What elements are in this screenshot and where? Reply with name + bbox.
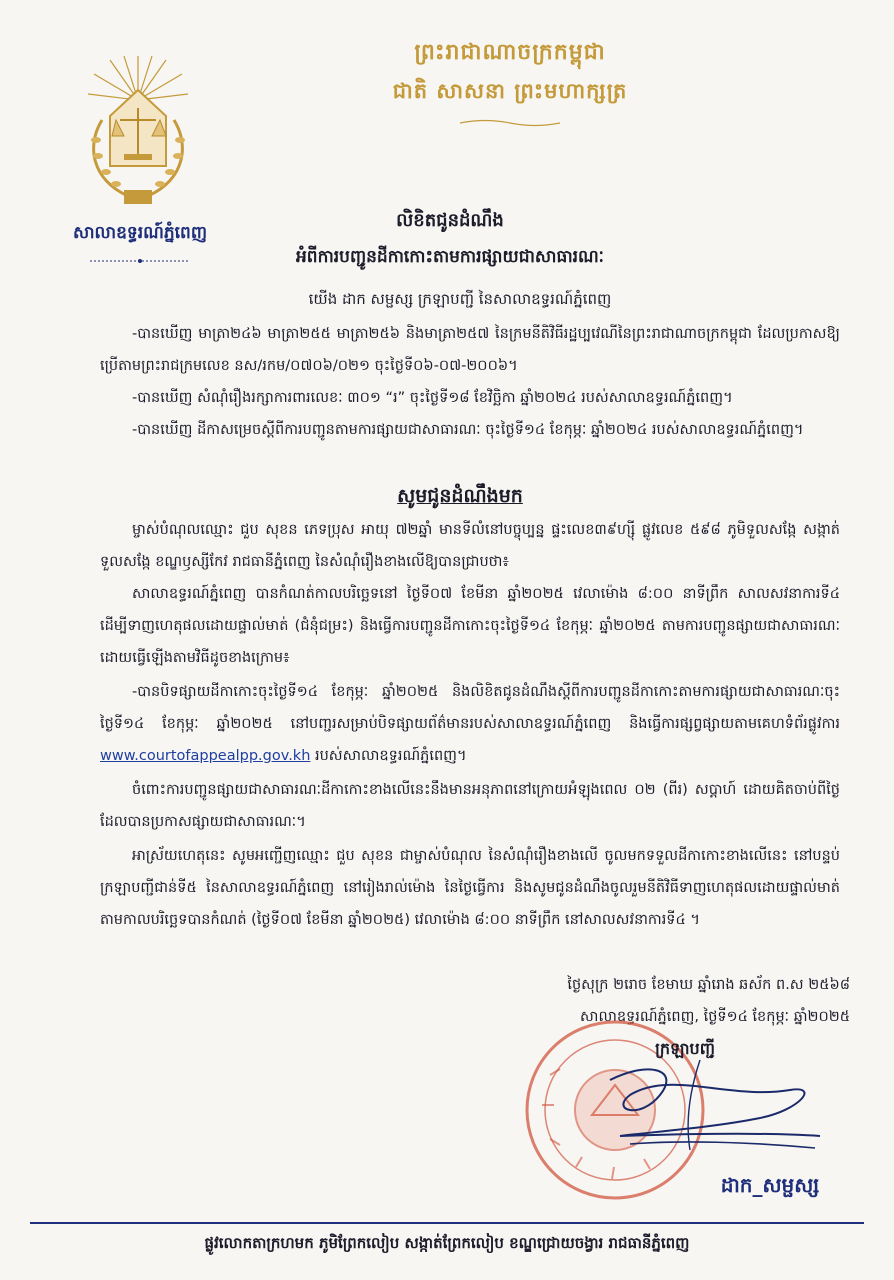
footer-address: ផ្លូវលោកតាក្រហមក ភូមិព្រែកលៀប សង្កាត់ព្រែកលៀប ខណ្ឌជ្រោយចង្វារ រាជធានីភ្នំពេញ [204, 1234, 690, 1252]
lunar-date: ថ្ងៃសុក្រ ២រោច ខែមាឃ ឆ្នាំរោង ឆស័ក ព.ស ២៥៦៨ [567, 977, 850, 993]
handwritten-signature-icon [590, 1040, 830, 1170]
signer-title: ក្រឡាបញ្ជី [655, 1039, 715, 1058]
consideration-3: -បានឃើញ ដីកាសម្រេចស្តីពីការបញ្ជូនតាមការផ្សាយជាសាធារណៈ ចុះថ្ងៃទី១៤ ខែកុម្ភៈ ឆ្នាំ២០២៤ របស់សាលាឧទ្ធរណ៍ភ្នំពេញ។ [132, 422, 804, 438]
document-title: លិខិតជូនដំណឹង [396, 210, 504, 231]
court-emblem-icon [80, 50, 196, 210]
body-paragraph-3: ចំពោះការបញ្ជូនផ្សាយជាសាធារណៈដីកាកោះខាងលើនេះនឹងមានអនុភាពនៅក្រោយអំឡុងពេល ០២ (ពីរ) សប្តាហ៍ ដោយគិតចាប់ពីថ្ងៃដែលបានប្រកាសផ្សាយជាសាធារណៈ។ [100, 782, 840, 830]
body-paragraph-4: អាស្រ័យហេតុនេះ សូមអញ្ជើញឈ្មោះ ជួប សុខន ជាម្ចាស់បំណុល នៃសំណុំរឿងខាងលើ ចូលមកទទួលដីកាកោះខាងលើនេះ នៅបន្ទប់ក្រឡាបញ្ជីជាន់ទី៥ នៃសាលាឧទ្ធរណ៍ភ្នំពេញ នៅរៀងរាល់ម៉ោង នៃថ្ងៃធ្វើការ និងសូមជូនដំណឹងចូលរួមនីតិវិធីទាញហេតុផលដោយផ្ទាល់មាត់តាមកាលបរិច្ឆេទបានកំណត់ (ថ្ងៃទី០៧ ខែមីនា ឆ្នាំ២០២៥) វេលាម៉ោង ៨:០០ នាទីព្រឹក នៅសាលសវនាការទី៤ ។ [100, 848, 840, 928]
kingdom-title: ព្រះរាជាណាចក្រកម្ពុជា [414, 40, 606, 65]
ornament-divider [460, 118, 560, 128]
footer-divider [30, 1222, 864, 1224]
consideration-1: -បានឃើញ មាត្រា២៤៦ មាត្រា២៥៥ មាត្រា២៥៦ និងមាត្រា២៥៧ នៃក្រមនីតិវិធីរដ្ឋប្បវេណីនៃព្រះរាជាណាចក្រកម្ពុជា ដែលប្រកាសឱ្យប្រើតាមព្រះរាជក្រមលេខ នស/រកម/០៧០៦/០២១ ចុះថ្ងៃទី០៦-០៧-២០០៦។ [100, 326, 840, 374]
document-subtitle: អំពីការបញ្ជូនដីកាកោះតាមការផ្សាយជាសាធារណៈ [295, 247, 604, 267]
court-name: សាលាឧទ្ធរណ៍ភ្នំពេញ [72, 223, 208, 243]
body-paragraph-1: ម្ចាស់បំណុលឈ្មោះ ជួប សុខន ភេទប្រុស អាយុ ៧២ឆ្នាំ មានទីលំនៅបច្ចុប្បន្ន ផ្ទះលេខ៣៩ហ្ស៊ី ផ្លូវលេខ ៥៩៨ ភូមិទួលសង្កែ សង្កាត់ទួលសង្កែ ខណ្ឌឫស្សីកែវ រាជធានីភ្នំពេញ នៃសំណុំរឿងខាងលើឱ្យបានជ្រាបថា៖ [100, 522, 840, 570]
issuer-line: យើង ដាក សម្ផស្ស ក្រឡាបញ្ជី នៃសាលាឧទ្ធរណ៍ភ្នំពេញ [308, 290, 612, 308]
body-paragraph-2: សាលាឧទ្ធរណ៍ភ្នំពេញ បានកំណត់កាលបរិច្ឆេទនៅ ថ្ងៃទី០៧ ខែមីនា ឆ្នាំ២០២៥ វេលាម៉ោង ៨:០០ នាទីព្រឹក សាលសវនាការទី៤ ដើម្បីទាញហេតុផលដោយផ្ទាល់មាត់ (ជំនុំជម្រះ) និងធ្វើការបញ្ជូនដីកាកោះចុះថ្ងៃទី១៤ ខែកុម្ភៈ ឆ្នាំ២០២៥ តាមការបញ្ជូនផ្សាយជាសាធារណៈ ដោយធ្វើឡើងតាមវិធីដូចខាងក្រោម៖ [100, 586, 840, 666]
ornament-divider [90, 256, 190, 266]
signer-name: ដាក_សម្ផស្ស [720, 1173, 820, 1197]
national-motto: ជាតិ សាសនា ព្រះមហាក្សត្រ [392, 79, 628, 103]
publication-text-end: របស់សាលាឧទ្ធរណ៍ភ្នំពេញ។ [310, 748, 467, 764]
section-heading: សូមជូនដំណឹងមក [397, 485, 523, 507]
website-link[interactable]: www.courtofappealpp.gov.kh [100, 748, 311, 764]
publication-text: -បានបិទផ្សាយដីកាកោះចុះថ្ងៃទី១៤ ខែកុម្ភៈ ឆ្នាំ២០២៥ និងលិខិតជូនដំណឹងស្តីពីការបញ្ជូនដីកាកោះតាមការផ្សាយជាសាធារណៈចុះថ្ងៃទី១៤ ខែកុម្ភៈ ឆ្នាំ២០២៥ នៅបញ្ជរសម្រាប់បិទផ្សាយព័ត៌មានរបស់សាលាឧទ្ធរណ៍ភ្នំពេញ និងធ្វើការផ្សព្វផ្សាយតាមគេហទំព័រផ្លូវការ [100, 684, 840, 732]
consideration-2: -បានឃើញ សំណុំរឿងរក្សាការពារលេខៈ ៣០១ “រ” ចុះថ្ងៃទី១៨ ខែវិច្ឆិកា ឆ្នាំ២០២៤ របស់សាលាឧទ្ធរណ៍ភ្នំពេញ។ [132, 390, 733, 406]
place-date: សាលាឧទ្ធរណ៍ភ្នំពេញ, ថ្ងៃទី១៤ ខែកុម្ភៈ ឆ្នាំ២០២៥ [580, 1009, 850, 1025]
publication-paragraph [100, 676, 840, 772]
